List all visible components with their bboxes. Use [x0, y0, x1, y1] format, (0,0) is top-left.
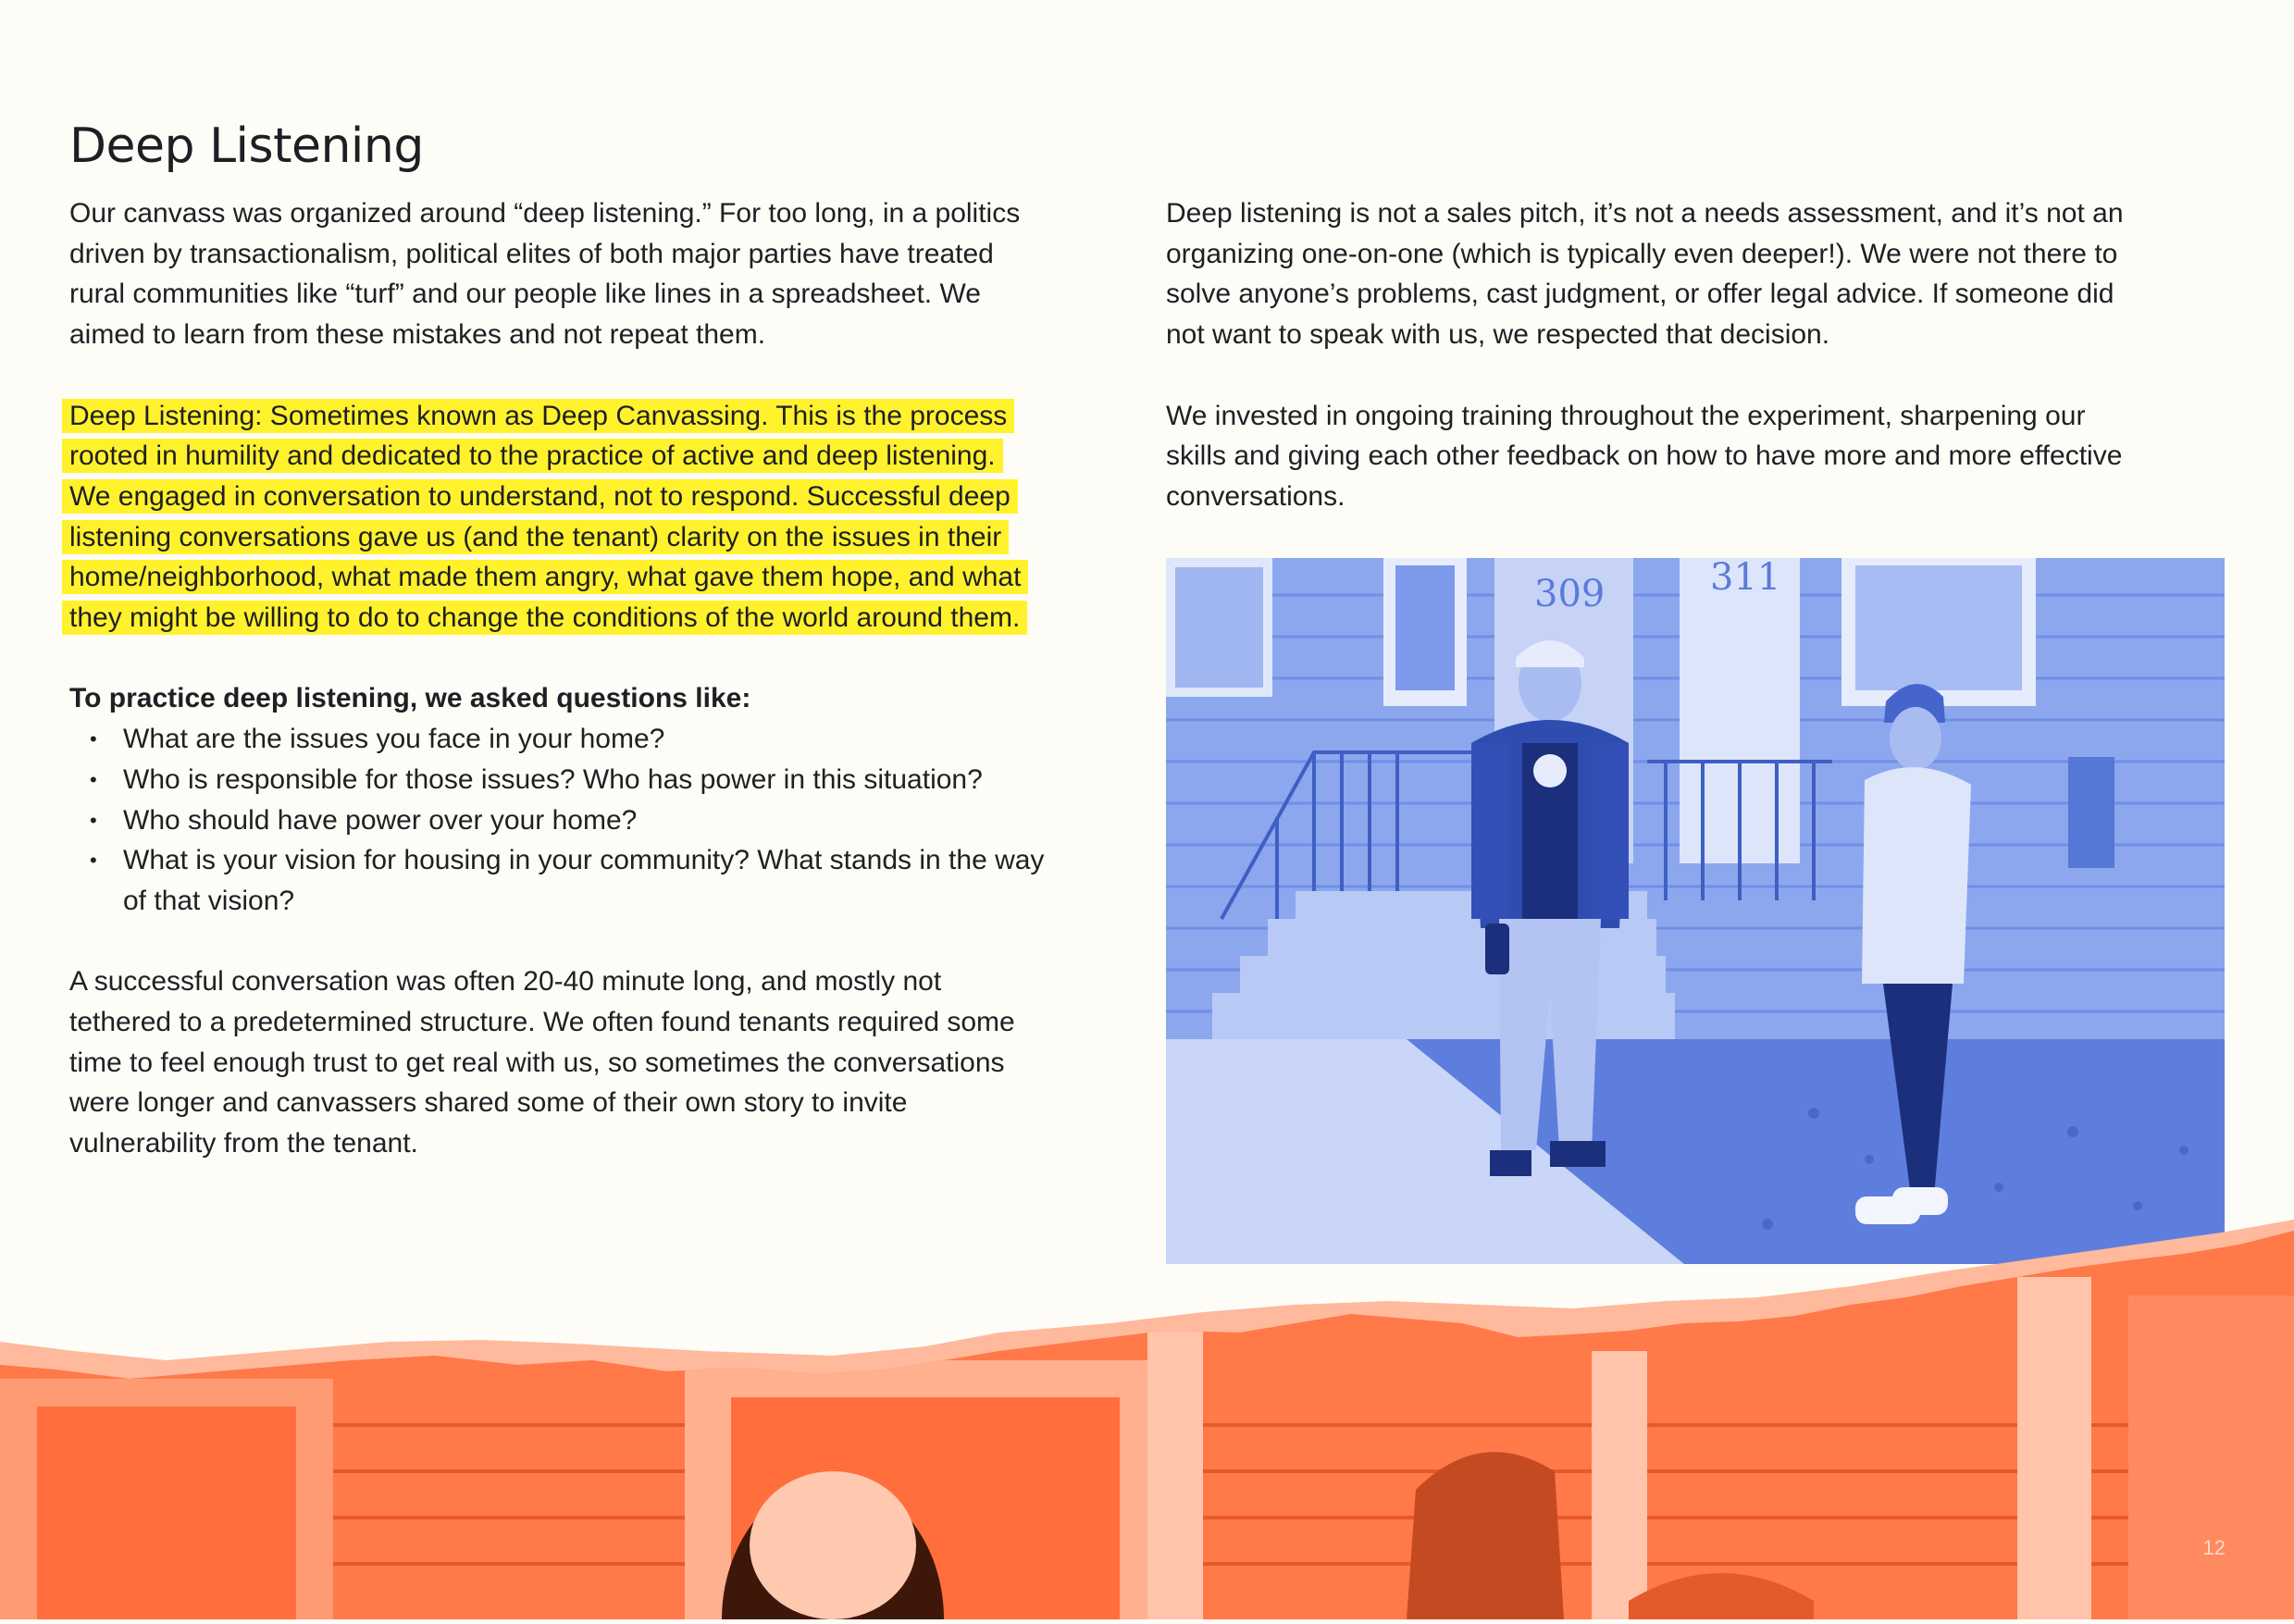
question-item: • Who is responsible for those issues? Who has power in this situation?: [123, 760, 1106, 800]
text-line: rural communities like “turf” and our people like lines in a spreadsheet. We: [69, 279, 981, 310]
text-line: tethered to a predetermined structure. We often found tenants required some: [69, 1007, 1015, 1038]
closing-paragraph: [69, 961, 1106, 1164]
question-item: • Who should have power over your home?: [123, 800, 1106, 841]
right-paragraph-2: [1166, 396, 2230, 517]
questions-list: [69, 719, 1106, 922]
house-number-309: 309: [1534, 573, 1606, 615]
highlight-line: rooted in humility and dedicated to the practice of active and deep listening.: [62, 439, 1003, 473]
highlighted-definition: [69, 396, 1106, 638]
house-number-311: 311: [1710, 558, 1781, 599]
text-line: organizing one-on-one (which is typically even deeper!). We were not there to: [1166, 238, 2118, 269]
right-column: [1166, 193, 2230, 517]
highlight-line: listening conversations gave us (and the tenant) clarity on the issues in their: [62, 520, 1009, 554]
text-line: were longer and canvassers shared some of their own story to invite: [69, 1087, 908, 1119]
text-line: driven by transactionalism, political elites of both major parties have treated: [69, 238, 994, 269]
canvass-photo: [1166, 558, 2225, 1264]
highlight-line: Deep Listening: Sometimes known as Deep Canvassing. This is the process: [62, 399, 1014, 433]
questions-heading: To practice deep listening, we asked questions like:: [69, 683, 751, 714]
text-line: conversations.: [1166, 480, 1345, 512]
page-title: Deep Listening: [69, 118, 424, 174]
highlight-line: home/neighborhood, what made them angry, what gave them hope, and what: [62, 560, 1028, 594]
page-number: 12: [2202, 1536, 2226, 1559]
right-paragraph-1: [1166, 193, 2230, 355]
text-line: vulnerability from the tenant.: [69, 1128, 418, 1159]
text-line: skills and giving each other feedback on how to have more and more effective: [1166, 440, 2123, 472]
text-line: Our canvass was organized around “deep listening.” For too long, in a politics: [69, 198, 1021, 229]
highlight-line: We engaged in conversation to understand, not to respond. Successful deep: [62, 479, 1018, 514]
text-line: A successful conversation was often 20-40 minute long, and mostly not: [69, 966, 942, 998]
bottom-torn-photo: [0, 1212, 2294, 1619]
intro-paragraph: [69, 193, 1106, 355]
text-line: time to feel enough trust to get real with us, so sometimes the conversations: [69, 1047, 1005, 1078]
highlight-line: they might be willing to do to change the conditions of the world around them.: [62, 601, 1027, 635]
text-line: We invested in ongoing training throughout the experiment, sharpening our: [1166, 400, 2086, 431]
text-line: solve anyone’s problems, cast judgment, or offer legal advice. If someone did: [1166, 279, 2114, 310]
question-item: • What are the issues you face in your home?: [123, 719, 1106, 760]
text-line: not want to speak with us, we respected that decision.: [1166, 319, 1830, 351]
question-item: • What is your vision for housing in your community? What stands in the way of that vision?: [123, 840, 1048, 921]
left-column: [69, 193, 1106, 1164]
text-line: Deep listening is not a sales pitch, it’s not a needs assessment, and it’s not an: [1166, 198, 2124, 229]
text-line: aimed to learn from these mistakes and not repeat them.: [69, 319, 766, 351]
